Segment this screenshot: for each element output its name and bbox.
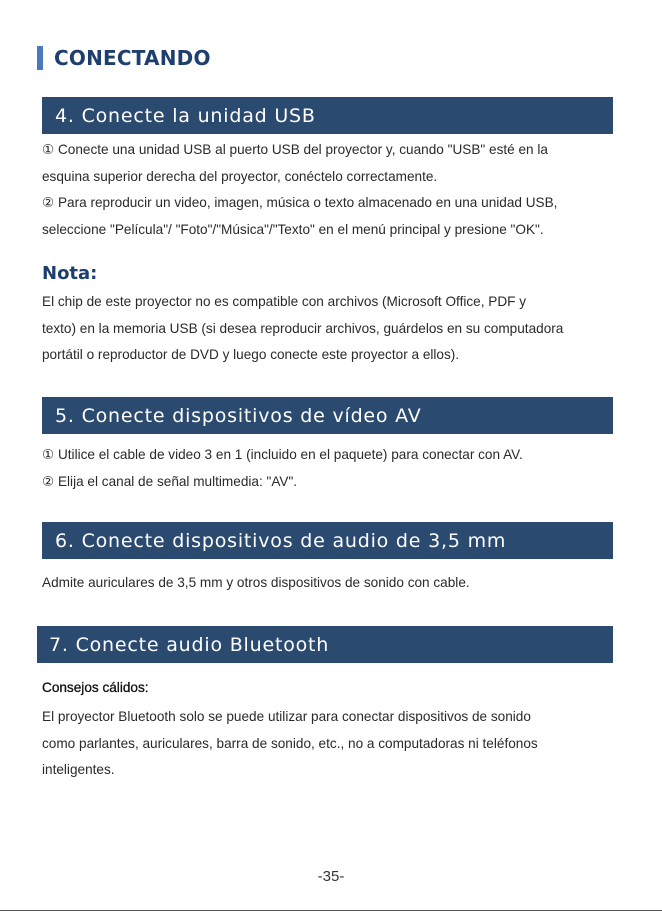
nota-line-1: El chip de este proyector no es compatible con archivos (Microsoft Office, PDF y [42, 294, 527, 309]
usb-line-2: esquina superior derecha del proyector, conéctelo correctamente. [42, 168, 438, 184]
tips-label: Consejos cálidos: [42, 680, 149, 695]
usb-line-1: ① Conecte una unidad USB al puerto USB del proyector y, cuando "USB" esté en la [42, 142, 548, 157]
page-title: CONECTANDO [54, 46, 211, 70]
usb-line-4: seleccione "Película"/ "Foto"/"Música"/"Texto" en el menú principal y presione "OK". [42, 221, 544, 237]
nota-line-2: texto) en la memoria USB (si desea reproducir archivos, guárdelos en su computadora [42, 320, 564, 336]
av-line-2: ② Elija el canal de señal multimedia: "AV". [42, 473, 298, 489]
section-usb-heading: 4. Conecte la unidad USB [42, 97, 613, 134]
bottom-divider [0, 910, 662, 911]
section-bluetooth-body [42, 704, 632, 784]
page-number: -35- [317, 868, 345, 885]
bluetooth-line-1: El proyector Bluetooth solo se puede utilizar para conectar dispositivos de sonido [42, 709, 531, 724]
usb-line-3: ② Para reproducir un video, imagen, música o texto almacenado en una unidad USB, [42, 195, 558, 210]
nota-heading: Nota: [42, 263, 98, 284]
section-audio-body [42, 570, 632, 597]
av-line-1: ① Utilice el cable de video 3 en 1 (incluido en el paquete) para conectar con AV. [42, 447, 523, 462]
audio-line-1: Admite auriculares de 3,5 mm y otros dispositivos de sonido con cable. [42, 575, 470, 590]
nota-body [42, 289, 632, 369]
bluetooth-line-3: inteligentes. [42, 762, 115, 777]
section-audio-heading: 6. Conecte dispositivos de audio de 3,5 mm [42, 522, 613, 559]
bluetooth-line-2: como parlantes, auriculares, barra de sonido, etc., no a computadoras ni teléfonos [42, 735, 538, 751]
section-av-heading: 5. Conecte dispositivos de vídeo AV [42, 397, 613, 434]
section-av-body [42, 442, 632, 495]
section-usb-body [42, 137, 632, 243]
nota-line-3: portátil o reproductor de DVD y luego conecte este proyector a ellos). [42, 347, 460, 362]
page-header [37, 46, 211, 70]
section-bluetooth-heading: 7. Conecte audio Bluetooth [37, 626, 613, 663]
header-accent-bar [37, 46, 43, 70]
